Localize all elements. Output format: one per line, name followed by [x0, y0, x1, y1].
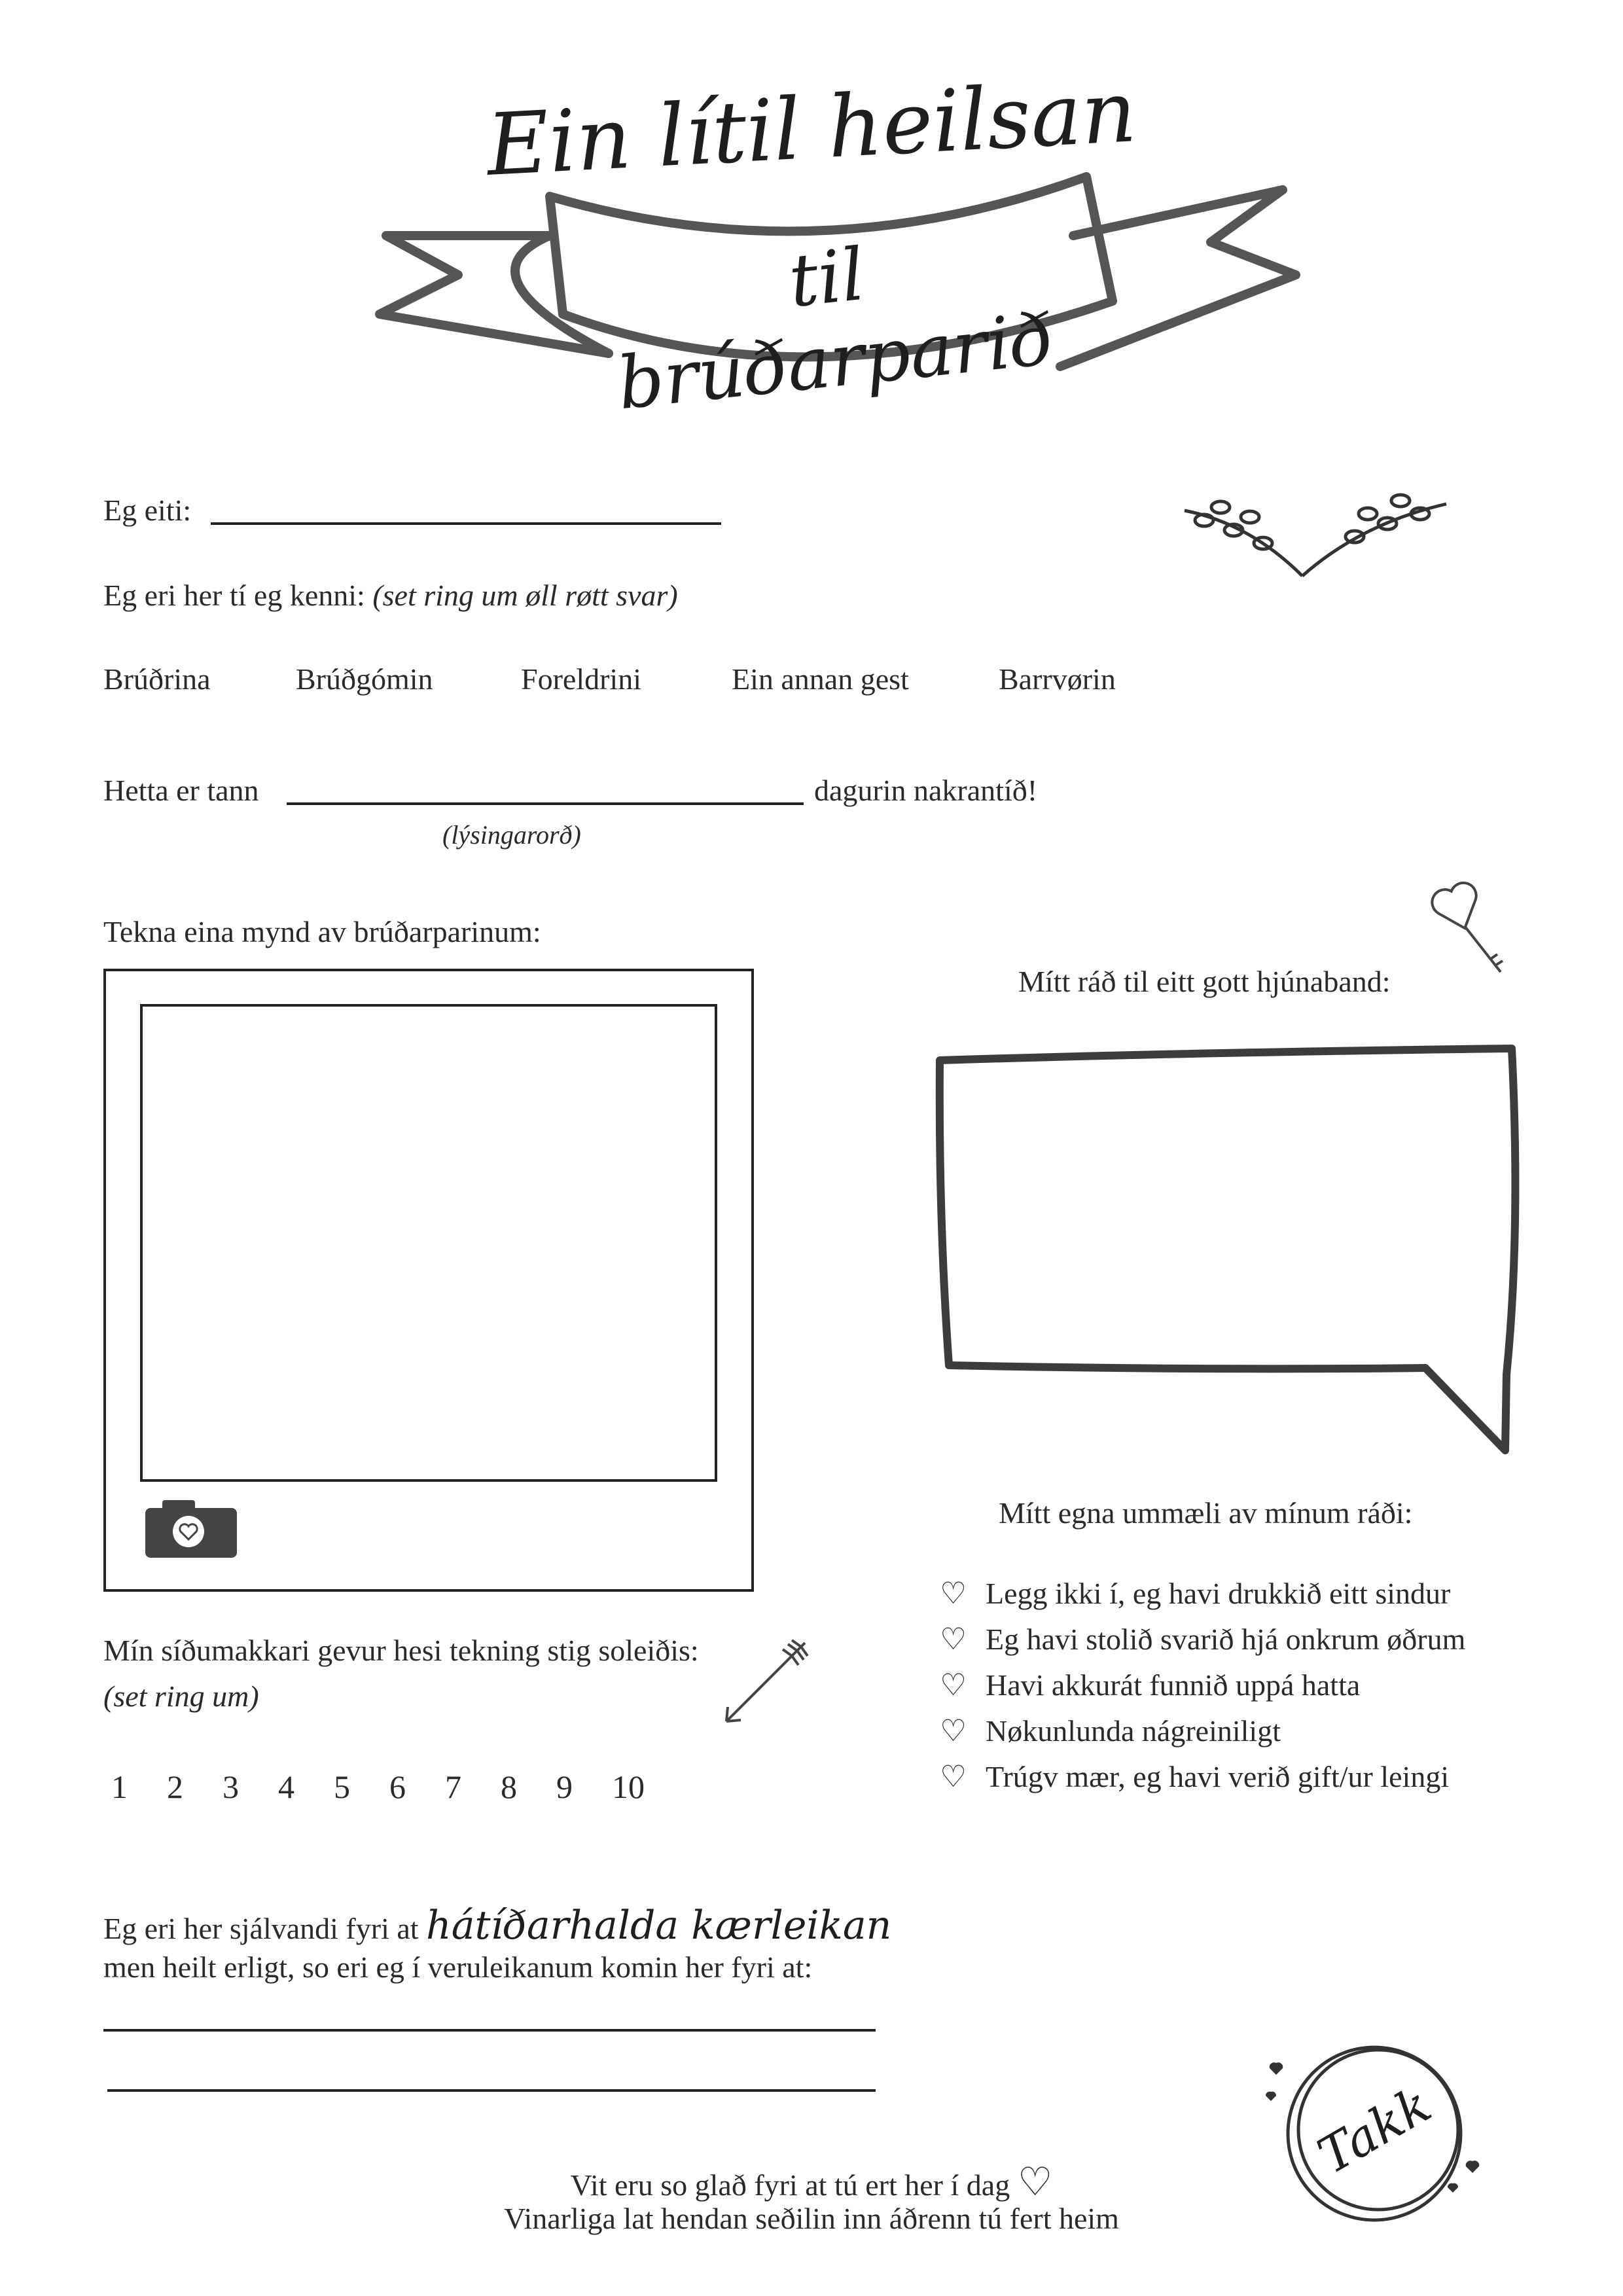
heart-icon: ♡ [940, 1577, 967, 1611]
self-rating-option[interactable] [940, 1754, 1465, 1800]
score-4[interactable]: 4 [278, 1768, 294, 1805]
self-rating-option-text: Trúgv mær, eg havi verið gift/ur leingi [986, 1760, 1450, 1794]
arrow-icon [720, 1630, 818, 1728]
laurel-icon [1171, 478, 1472, 583]
purpose-answer-line-1[interactable] [103, 2029, 876, 2032]
relation-option-other-guest[interactable]: Ein annan gest [732, 662, 909, 696]
self-rating-list [940, 1571, 1465, 1800]
self-rating-option[interactable] [940, 1617, 1465, 1662]
drawing-label: Tekna eina mynd av brúðarparinum: [103, 915, 541, 948]
self-rating-option-text: Nøkunlunda nágreiniligt [986, 1714, 1281, 1748]
heart-icon: ♡ [940, 1668, 967, 1702]
score-10[interactable]: 10 [612, 1768, 645, 1805]
stamp-text: Takk [1308, 2075, 1441, 2185]
name-field[interactable] [211, 522, 721, 525]
score-3[interactable]: 3 [223, 1768, 239, 1805]
score-7[interactable]: 7 [445, 1768, 461, 1805]
score-9[interactable]: 9 [556, 1768, 573, 1805]
title-line2: til brúðarparið [613, 232, 1058, 426]
footer-line2: Vinarliga lat hendan seðilin inn áðrenn tú fert heim [504, 2202, 1119, 2235]
relation-option-bride[interactable]: Brúðrina [103, 662, 211, 696]
rating-hint: (set ring um) [103, 1679, 259, 1713]
footer-line1-text: Vit eru so glað fyri at tú ert her í dag [570, 2168, 1010, 2202]
score-8[interactable]: 8 [501, 1768, 517, 1805]
purpose-prefix: Eg eri her sjálvandi fyri at [103, 1912, 419, 1945]
self-rating-option[interactable] [940, 1662, 1465, 1708]
heart-icon: ♡ [940, 1714, 967, 1748]
relation-option-parents[interactable]: Foreldrini [521, 662, 641, 696]
drawing-area[interactable] [140, 1004, 717, 1482]
advice-label: Mítt ráð til eitt gott hjúnaband: [1018, 965, 1391, 998]
purpose-line1 [103, 1902, 891, 1949]
score-2[interactable]: 2 [167, 1768, 183, 1805]
heart-icon: ♡ [940, 1623, 967, 1657]
self-rating-option[interactable] [940, 1708, 1465, 1754]
purpose-answer-line-2[interactable] [107, 2089, 876, 2092]
relation-option-groom[interactable]: Brúðgómin [296, 662, 433, 696]
polaroid-frame [103, 969, 754, 1592]
name-label: Eg eiti: [103, 493, 192, 527]
title-line1: Ein lítil heilsan [484, 62, 1139, 195]
relation-option-bridesmaid[interactable]: Barrvørin [999, 662, 1116, 696]
self-rating-option-text: Havi akkurát funnið uppá hatta [986, 1668, 1361, 1702]
score-1[interactable]: 1 [111, 1768, 128, 1805]
adjective-field[interactable] [287, 802, 804, 805]
day-prefix: Hetta er tann [103, 774, 259, 807]
relation-prompt-text: Eg eri her tí eg kenni: [103, 579, 365, 612]
advice-answer-area[interactable] [949, 1067, 1505, 1355]
score-6[interactable]: 6 [389, 1768, 406, 1805]
footer-heart-icon: ♡ [1017, 2161, 1053, 2204]
adjective-hint: (lýsingarorð) [442, 820, 581, 850]
purpose-line2: men heilt erligt, so eri eg í veruleikanum komin her fyri at: [103, 1950, 813, 1984]
self-rating-label: Mítt egna ummæli av mínum ráði: [999, 1496, 1413, 1530]
camera-icon [143, 1495, 241, 1560]
day-suffix: dagurin nakrantíð! [814, 774, 1038, 807]
rating-scale [111, 1767, 668, 1806]
self-rating-option-text: Legg ikki í, eg havi drukkið eitt sindur [986, 1577, 1451, 1611]
footer-line1 [0, 2159, 1623, 2206]
rating-label: Mín síðumakkari gevur hesi tekning stig soleiðis: [103, 1634, 699, 1667]
relation-hint: (set ring um øll røtt svar) [372, 579, 678, 612]
purpose-script: hátíðarhalda kærleikan [426, 1903, 892, 1948]
heart-key-icon [1432, 877, 1517, 982]
heart-icon: ♡ [940, 1760, 967, 1794]
relation-prompt [103, 577, 678, 613]
self-rating-option[interactable] [940, 1571, 1465, 1617]
self-rating-option-text: Eg havi stolið svarið hjá onkrum øðrum [986, 1623, 1466, 1657]
score-5[interactable]: 5 [334, 1768, 350, 1805]
